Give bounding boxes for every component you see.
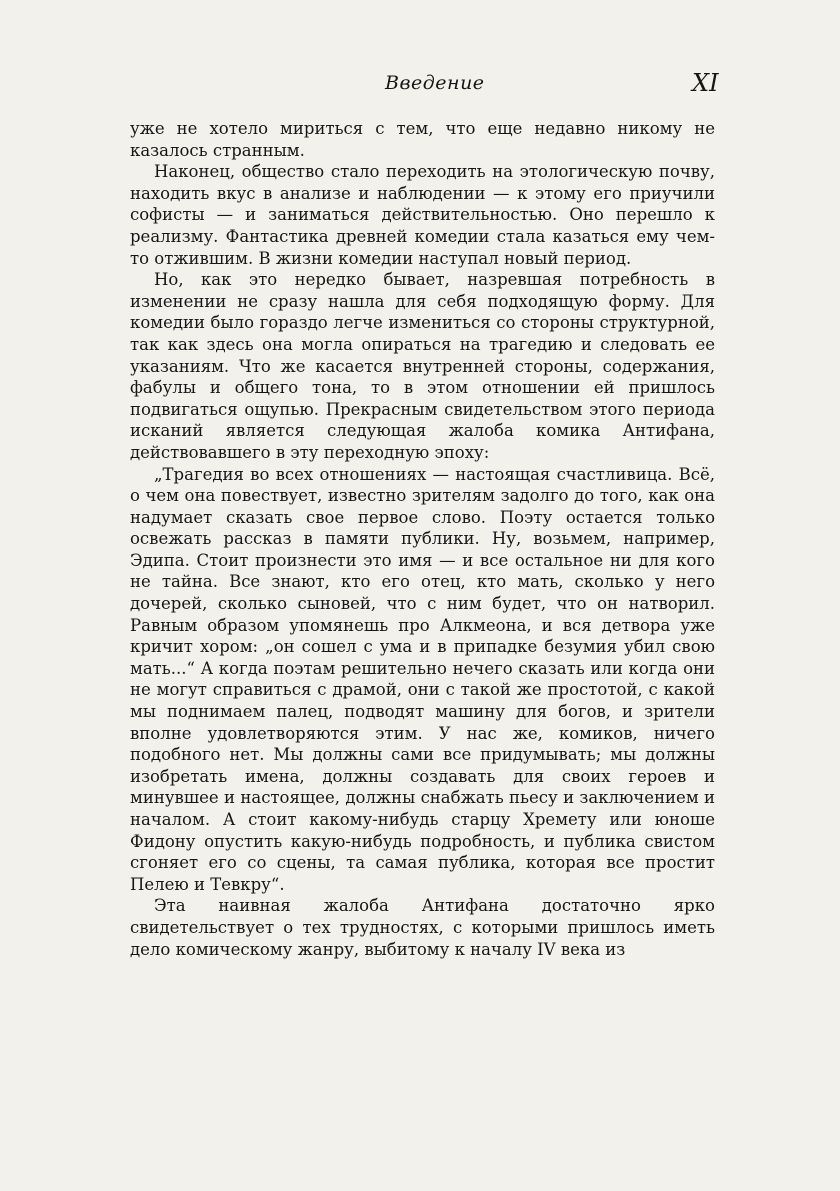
paragraph-realism: Наконец, общество стало переходить на этологическую почву, находить вкус в анализе и наблюдении — к этому его приучили софисты — и заниматься действительностью. Оно перешло к реализму. Фантастика древней комедии стала казаться ему чем-то отжившим. В жизни комедии наступал новый период. [130,162,715,268]
paragraph-new-form: Но, как это нередко бывает, назревшая потребность в изменении не сразу нашла для себя подходящую форму. Для комедии было гораздо легче измениться со стороны структурной, так как здесь она могла опираться на трагедию и следовать ее указаниям. Что же касается внутренней стороны, содержания, фабулы и общего тона, то в этом отношении ей пришлось подвигаться ощупью. Прекрасным свидетельством этого периода исканий является следующая жалоба комика Антифана, действовавшего в эту переходную эпоху: [130,270,715,462]
paragraph-continuation: уже не хотело мириться с тем, что еще недавно никому не казалось странным. [130,119,715,160]
page-number: XI [692,69,719,97]
paragraph-conclusion: Эта наивная жалоба Антифана достаточно ярко свидетельствует о тех трудностях, с которыми пришлось иметь дело комическому жанру, выбитому к началу IV века из [130,896,715,959]
paragraph-antiphanes-quote: „Трагедия во всех отношениях — настоящая счастливица. Всё, о чем она повествует, известно зрителям задолго до того, как она надумает сказать свое первое слово. Поэту остается только освежать рассказ в памяти публики. Ну, возьмем, например, Эдипа. Стоит произнести это имя — и все остальное ни для кого не тайна. Все знают, кто его отец, кто мать, сколько у него дочерей, сколько сыновей, что с ним будет, что он натворил. Равным образом упомянешь про Алкмеона, и вся детвора уже кричит хором: „он сошел с ума и в припадке безумия убил свою мать...“ А когда поэтам решительно нечего сказать или когда они не могут справиться с драмой, они с такой же простотой, с какой мы поднимаем палец, подводят машину для богов, и зрители вполне удовлетворяются этим. У нас же, комиков, ничего подобного нет. Мы должны сами все придумывать; мы должны изобретать имена, должны создавать для своих героев и минувшее и настоящее, должны снабжать пьесу и заключением и началом. А стоит какому-нибудь старцу Хремету или юноше Фидону опустить какую-нибудь подробность, и публика свистом сгоняет его со сцены, та самая публика, которая все простит Пелею и Тевкру“. [130,464,715,894]
running-title: Введение [385,72,485,94]
body-text [130,118,715,960]
